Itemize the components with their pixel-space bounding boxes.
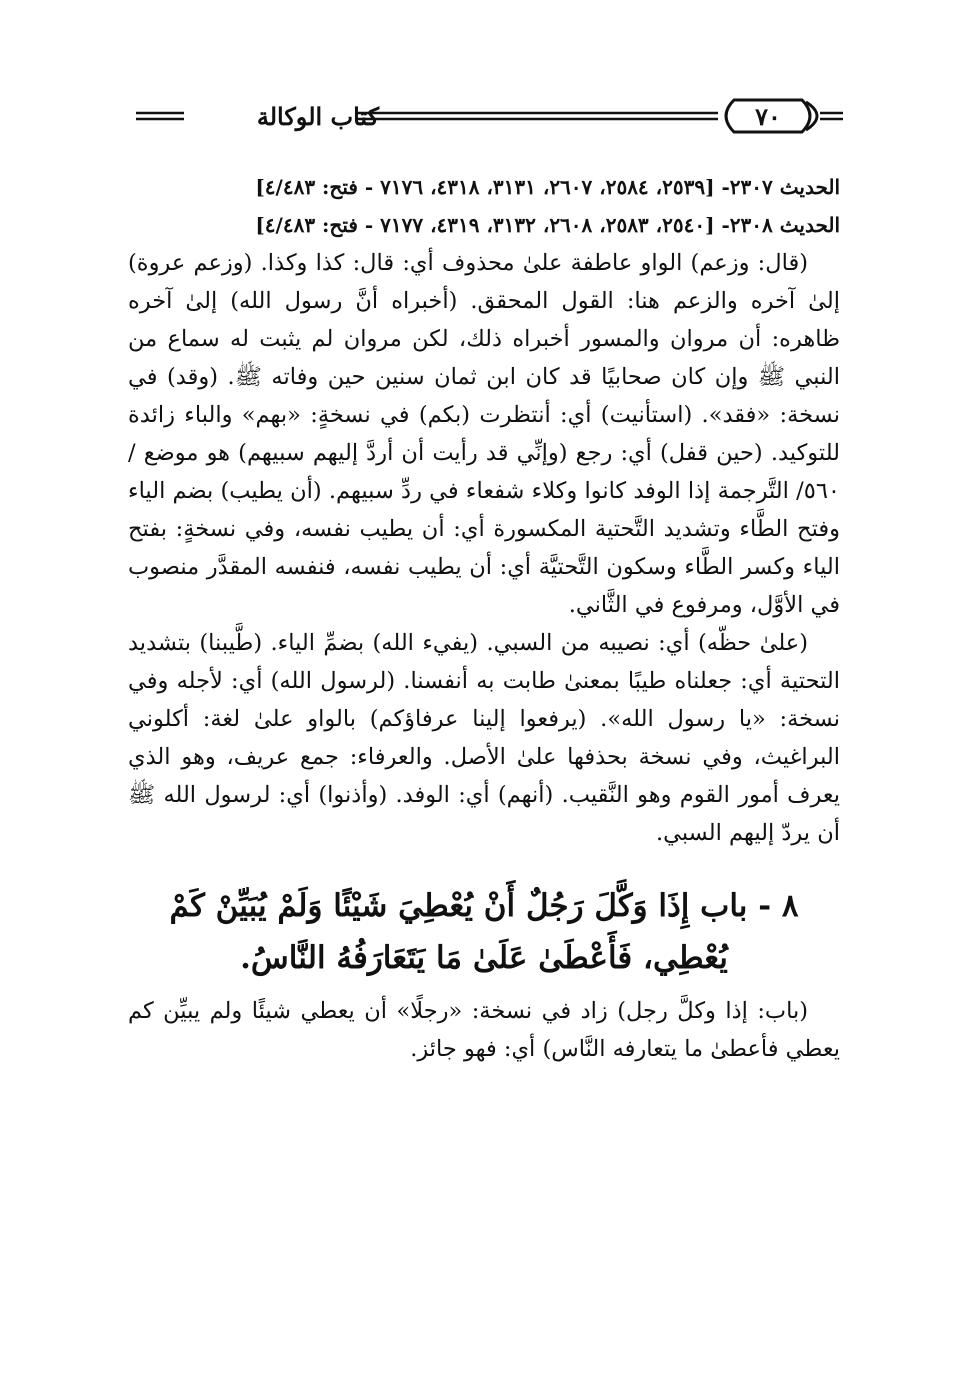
hadith-reference-text: ٢٣٠٨- [٢٥٤٠، ٢٥٨٣، ٢٦٠٨، ٣١٣٢، ٤٣١٩، ٧١٧٧ - فتح: ٤/٤٨٣] [255,213,773,237]
book-title: كتاب الوكالة [256,102,380,131]
hadith-reference [128,206,840,244]
chapter-heading: ٨ - باب إِذَا وَكَّلَ رَجُلٌ أَنْ يُعْطِيَ شَيْئًا وَلَمْ يُبَيِّنْ كَمْ يُعْطِي، فَأَعْطَىٰ عَلَىٰ مَا يَتَعَارَفُهُ النَّاسُ. [169,888,799,976]
commentary-paragraph: (قال: وزعم) الواو عاطفة علىٰ محذوف أي: قال: كذا وكذا. (وزعم عروة) إلىٰ آخره والزعم هنا: القول المحقق. (أخبراه أنَّ رسول الله) إلىٰ آخره ظاهره: أن مروان والمسور أخبراه ذلك، لكن مروان لم يثبت له سماع من النبي ﷺ وإن كان صحابيًا قد كان ابن ثمان سنين حين وفاته ﷺ. (وقد) في نسخة: «فقد». (استأنيت) أي: أنتظرت (بكم) في نسخةٍ: «بهم» والباء زائدة للتوكيد. (حين قفل) أي: رجع (وإنِّي قد رأيت أن أردَّ إليهم سبيهم) هو موضع / ٥٦٠/ التَّرجمة إذا الوفد كانوا وكلاء شفعاء في ردِّ سبيهم. (أن يطيب) بضم الياء وفتح الطَّاء وتشديد التَّحتية المكسورة أي: أن يطيب نفسه، وفي نسخةٍ: بفتح الياء وكسر الطَّاء وسكون التَّحتيَّة أي: أن يطيب نفسه، فنفسه المقدَّر منصوب في الأوَّل، ومرفوع في الثَّاني. [128,250,840,618]
hadith-label: الحديث [779,175,840,199]
page-number: ٧٠ [755,102,781,131]
commentary-paragraph: (علىٰ حظّه) أي: نصيبه من السبي. (يفيء الله) بضمِّ الياء. (طَّيبنا) بتشديد التحتية أي: جعلناه طيبًا بمعنىٰ طابت به أنفسنا. (لرسول الله) أي: لأجله وفي نسخة: «يا رسول الله». (يرفعوا إلينا عرفاؤكم) بالواو علىٰ لغة: أكلوني البراغيث، وفي نسخة بحذفها علىٰ الأصل. والعرفاء: جمع عريف، وهو الذي يعرف أمور القوم وهو النَّقيب. (أنهم) أي: الوفد. (وأذنوا) أي: لرسول الله ﷺ أن يردّ إليهم السبي. [128,630,840,846]
page-header [130,92,845,142]
hadith-label: الحديث [779,213,840,237]
hadith-reference [128,168,840,206]
page-content [128,168,840,1068]
chapter-commentary: (باب: إذا وكلَّ رجل) زاد في نسخة: «رجلًا» أن يعطي شيئًا ولم يبيِّن كم يعطي فأعطىٰ ما يتعارفه النَّاس) أي: فهو جائز. [128,998,840,1062]
hadith-reference-text: ٢٣٠٧- [٢٥٣٩، ٢٥٨٤، ٢٦٠٧، ٣١٣١، ٤٣١٨، ٧١٧٦ - فتح: ٤/٤٨٣] [255,175,773,199]
